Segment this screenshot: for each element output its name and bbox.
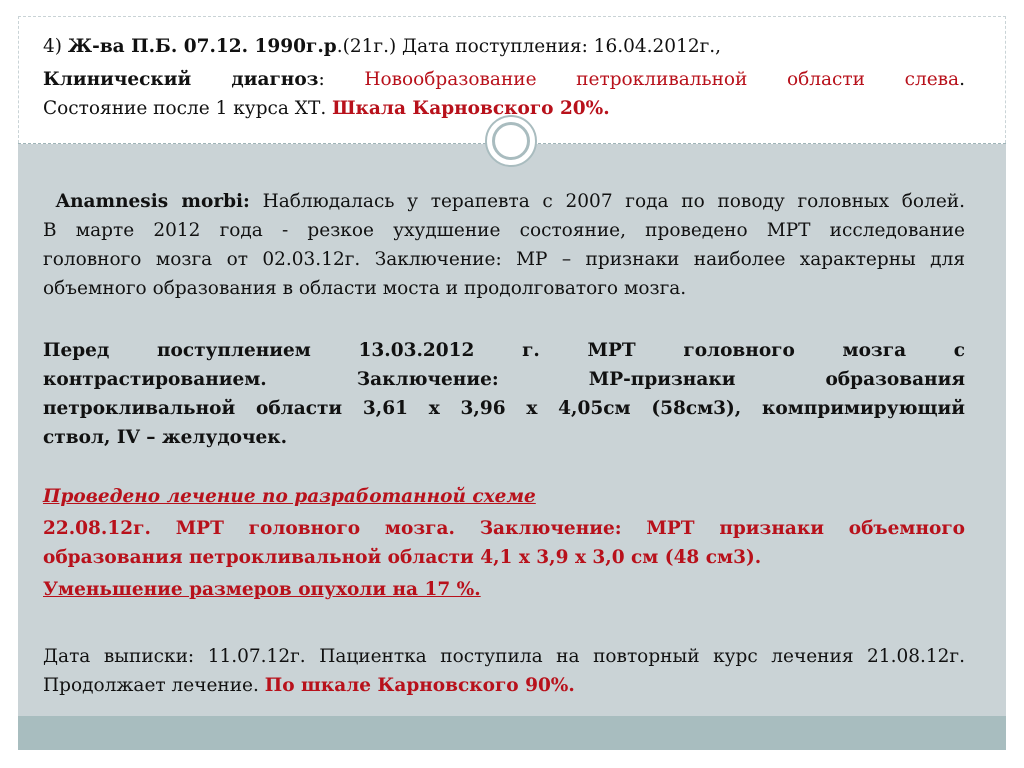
anamnesis-line-4: объемного образования в области моста и продолговатого мозга. [43,278,687,299]
discharge-text: Продолжает лечение. [43,675,265,696]
patient-header [43,32,965,123]
diagnosis-colon: : [318,69,365,90]
patient-line [43,32,965,61]
anamnesis-text-1: Наблюдалась у терапевта с 2007 года по поводу головных болей. [249,191,965,212]
diagnosis-dot: . [959,69,965,90]
anamnesis-line-3: головного мозга от 02.03.12г. Заключение: МР – признаки наиболее характерны для [43,249,965,270]
admission-info: .(21г.) Дата поступления: 16.04.2012г., [336,36,722,57]
slide [18,16,1006,750]
diagnosis-line [43,65,965,94]
diagnosis-value: Новообразование петрокливальной области слева [364,69,960,90]
karnofsky-final: По шкале Карновского 90%. [264,675,575,696]
mri-before-line-4: ствол, IV – желудочек. [43,427,288,448]
patient-number: 4) [43,36,68,57]
state-text: Состояние после 1 курса ХТ. [43,98,333,119]
mri-before-line-3: петрокливальной области 3,61 х 3,96 х 4,05см (58см3), компримирующий [43,398,965,419]
diagnosis-label: Клинический диагноз [43,69,319,90]
mri-after-section [43,514,965,572]
reduction-line: Уменьшение размеров опухоли на 17 %. [43,579,481,600]
treatment-section [43,482,965,511]
anamnesis-section [43,187,965,303]
anamnesis-line-1 [43,187,965,216]
reduction-section [43,575,965,604]
state-line [43,94,965,123]
discharge-line-2 [43,671,965,700]
mri-after-line-1: 22.08.12г. МРТ головного мозга. Заключение: МРТ признаки объемного [43,518,965,539]
mri-before-line-1: Перед поступлением 13.03.2012 г. МРТ головного мозга с [43,340,965,361]
karnofsky-initial: Шкала Карновского 20%. [332,98,610,119]
treatment-line: Проведено лечение по разработанной схеме [43,486,536,507]
mri-before-section [43,336,965,452]
discharge-section [43,642,965,700]
discharge-line-1: Дата выписки: 11.07.12г. Пациентка поступила на повторный курс лечения 21.08.12г. [43,646,965,667]
patient-name: Ж-ва П.Б. 07.12. 1990г.р [67,36,337,57]
anamnesis-label: Anamnesis morbi: [55,191,250,212]
footer-band [18,716,1006,750]
mri-before-line-2: контрастированием. Заключение: МР-признаки образования [43,369,965,390]
mri-after-line-2: образования петрокливальной области 4,1 х 3,9 х 3,0 см (48 см3). [43,547,762,568]
anamnesis-line-2: В марте 2012 года - резкое ухудшение состояние, проведено МРТ исследование [43,220,965,241]
